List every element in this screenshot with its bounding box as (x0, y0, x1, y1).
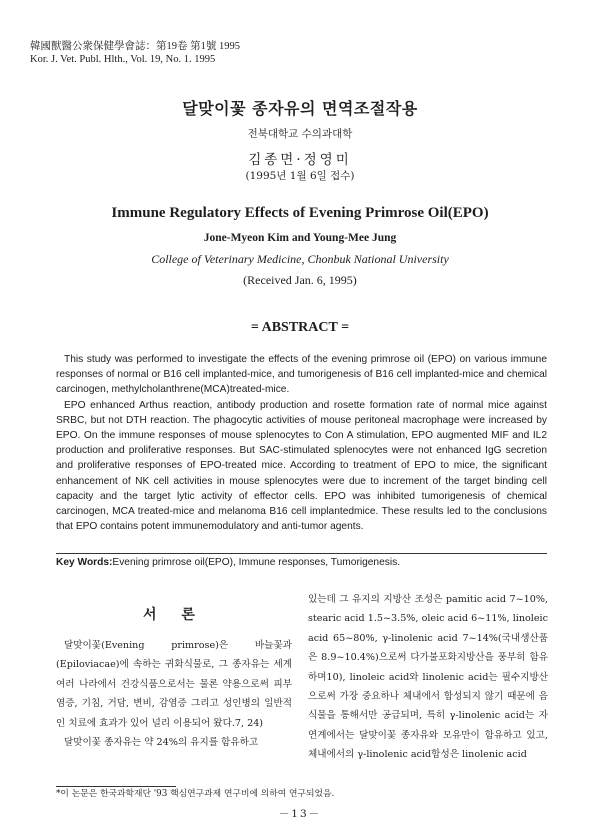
english-title: Immune Regulatory Effects of Evening Primrose Oil(EPO) (111, 205, 489, 221)
footnote-divider (56, 786, 176, 787)
abstract-paragraph: This study was performed to investigate the effects of the evening primrose oil (EPO) on various immune responses of normal or B16 cell implanted-mice, and tumorigenesis of B16 cell implanted-mice and chemical carcinogen, methylcholanthrene(MCA)treated-mice. (56, 354, 547, 396)
keywords-text: Evening primrose oil(EPO), Immune responses, Tumorigenesis. (112, 557, 401, 568)
journal-header (30, 40, 240, 66)
journal-eng-line: Kor. J. Vet. Publ. Hlth., Vol. 19, No. 1. 1995 (30, 54, 216, 65)
keywords-label: Key Words: (56, 557, 113, 568)
section-title-introduction: 서 론 (143, 607, 205, 623)
abstract-body (56, 352, 547, 534)
korean-authors: 김종면·정영미 (248, 152, 352, 168)
korean-title: 달맞이꽃 종자유의 면역조절작용 (182, 99, 418, 118)
keywords-line (56, 555, 547, 570)
english-received-date: (Received Jan. 6, 1995) (243, 273, 357, 287)
english-authors: Jone-Myeon Kim and Young-Mee Jung (203, 232, 397, 244)
english-affiliation: College of Veterinary Medicine, Chonbuk National University (151, 252, 449, 266)
korean-received-date: (1995년 1월 6일 접수) (245, 170, 355, 182)
body-paragraph: 있는데 그 유지의 지방산 조성은 pamitic acid 7~10%, stearic acid 1.5~3.5%, oleic acid 6~11%, linoleic acid 65~80%, γ-linolenic acid 7~14%(국내생산품은 8.9~10.4%)으로써 다가불포화지방산을 풍부히 함유하며10), linoleic acid와 linolenic acid는 필수지방산으로써 가장 중요하나 체내에서 합성되지 않기 때문에 음식물을 통해서만 공급되며, 특히 γ-linolenic acid는 자연계에서는 달맞이꽃 종자유와 모유만이 함유하고 있고, 체내에서의 γ-linolenic acid합성은 linolenic acid (308, 594, 548, 761)
body-left-column (56, 590, 292, 752)
body-right-column (308, 590, 548, 765)
korean-affiliation: 전북대학교 수의과대학 (247, 128, 353, 140)
abstract-paragraph: EPO enhanced Arthus reaction, antibody production and rosette formation rate of normal mice against SRBC, but not DTH reaction. The phagocytic activities of mouse peritoneal macrophage were increased by EPO. On the immune responses of mouse splenocytes to Con A stimulation, EPO augmented MIF and IL2 production and proliferative responses. But SAC-stimulated splenocytes were not enhanced IgG secretion and proliferative responses of EPO-treated mice. According to treatment of EPO to mice, the significant enhancement of NK cell activities in mouse splenocytes were due to increment of the target binding cell capacity and the target lytic activity of effector cells. EPO was inhibited tumorigenesis of chemical carcinogen, MCA treated-mice and melanoma B16 cell implantedmice. These results led to the conclusions that EPO contains potent immunemodulatory and anti-tumor agents. (56, 399, 547, 533)
abstract-heading: = ABSTRACT = (250, 320, 350, 335)
abstract-divider (56, 553, 547, 554)
page-number: －13－ (278, 808, 322, 820)
journal-kor-line: 韓國獸醫公衆保健學會誌：第19卷 第1號 1995 (30, 41, 240, 52)
body-paragraph: 달맞이꽃(Evening primrose)은 바늘꽃과(Epiloviacae)에 속하는 귀화식물로, 그 종자유는 세계 여러 나라에서 건강식품으로서는 물론 약용으로써 피부염증, 기침, 거담, 변비, 감염증 그리고 성인병의 일반적인 치료에 효과가 있어 널리 이용되어 왔다.7, 24) (56, 640, 292, 729)
body-paragraph: 달맞이꽃 종자유는 약 24%의 유지를 함유하고 (64, 737, 259, 749)
footnote: *이 논문은 한국과학재단 '93 핵심연구과제 연구비에 의하여 연구되었음. (56, 789, 335, 799)
